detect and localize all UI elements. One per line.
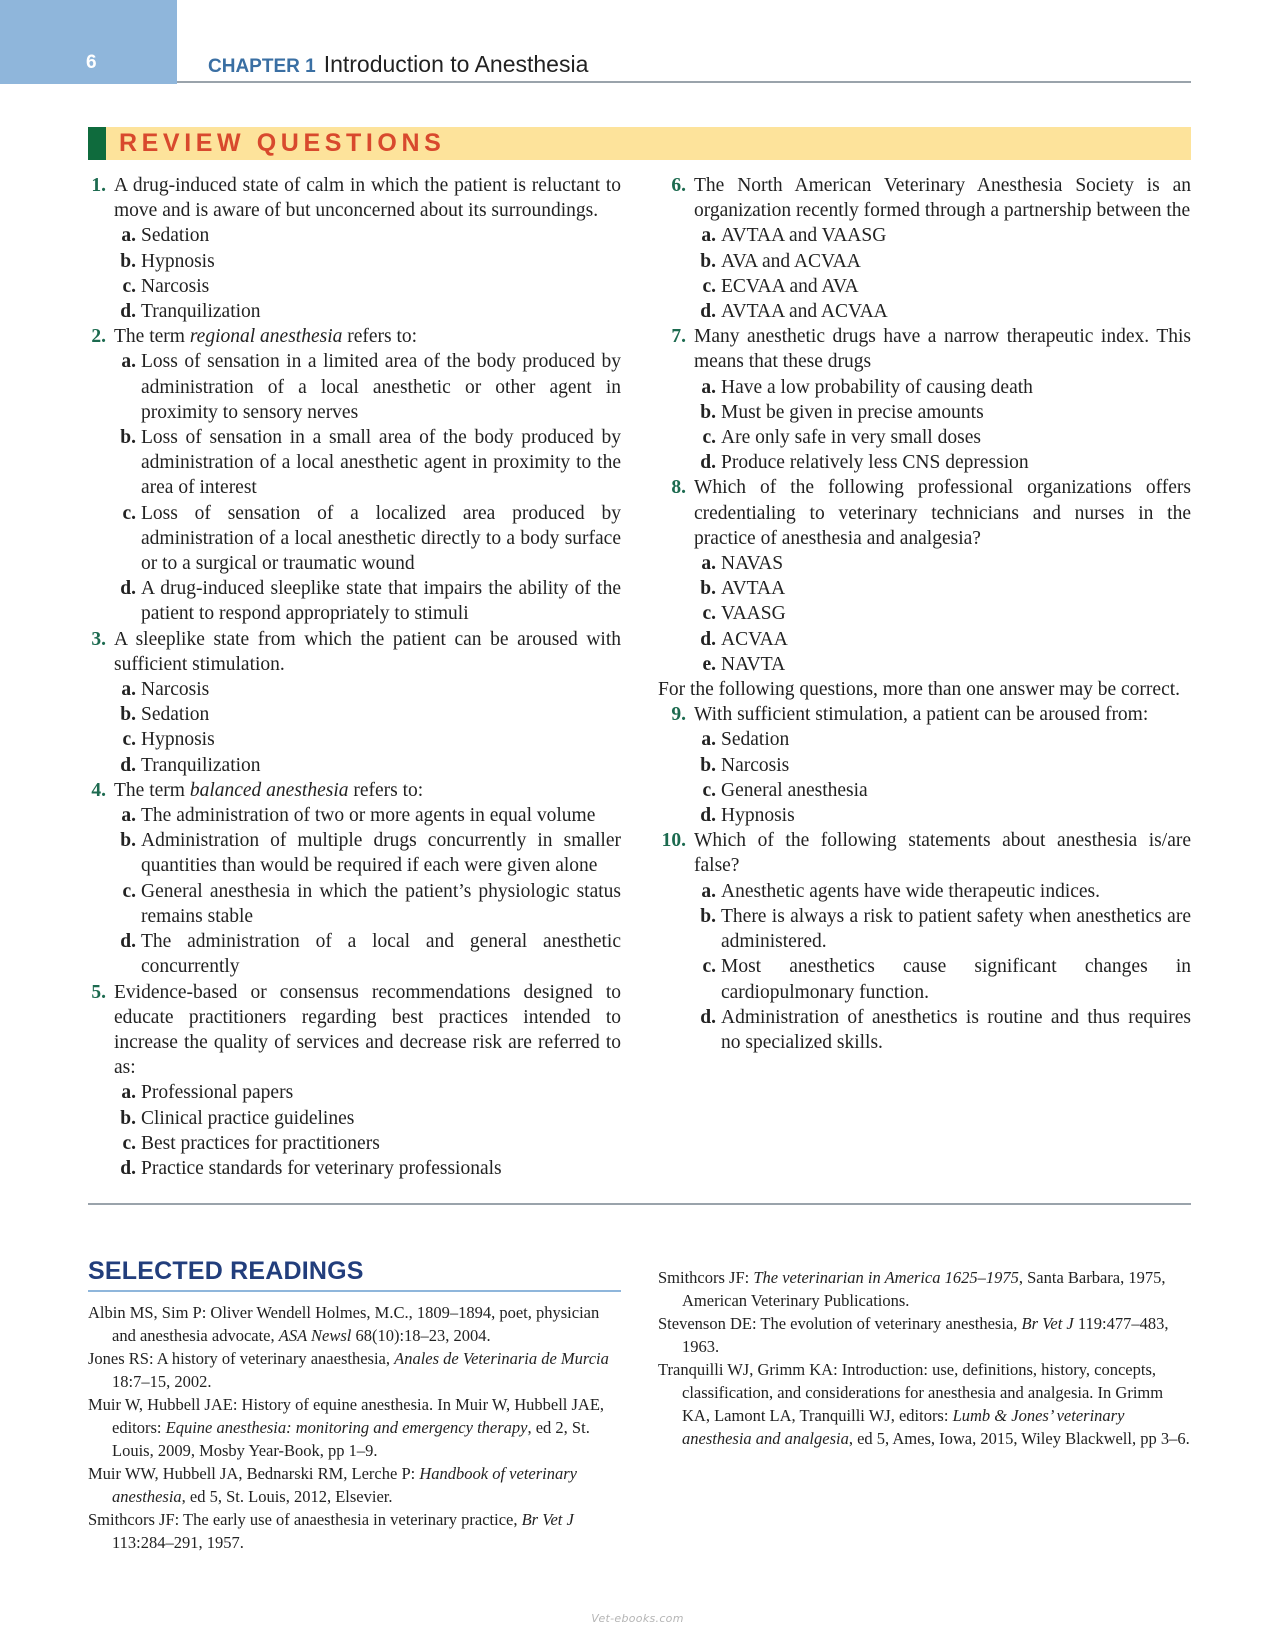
option-letter: c. — [702, 427, 716, 449]
answer-option — [88, 803, 621, 828]
option-text: AVA and ACVAA — [721, 250, 861, 272]
question — [658, 173, 1191, 223]
answer-option — [658, 803, 1191, 828]
option-letter: b. — [120, 704, 136, 726]
option-text: Narcosis — [141, 275, 210, 297]
answer-option — [658, 551, 1191, 576]
answer-option — [88, 425, 621, 501]
option-text: ACVAA — [721, 628, 788, 650]
question-text-pre: The term — [114, 326, 190, 348]
option-letter: b. — [120, 250, 136, 272]
banner-marker — [88, 127, 106, 160]
answer-option — [88, 1131, 621, 1156]
question-text-post: refers to: — [348, 779, 424, 801]
option-text: VAASG — [721, 603, 786, 625]
chapter-title: Introduction to Anesthesia — [323, 51, 589, 77]
option-letter: c. — [702, 956, 716, 978]
option-text: Hypnosis — [141, 250, 215, 272]
question — [88, 980, 621, 1081]
option-letter: d. — [120, 1157, 136, 1179]
answer-option — [88, 1080, 621, 1105]
reference-source: Br Vet J — [1021, 1314, 1074, 1333]
option-letter: c. — [702, 779, 716, 801]
question-number: 2. — [91, 326, 106, 348]
option-text: Best practices for practitioners — [141, 1132, 380, 1154]
option-text: General anesthesia in which the patient’s physiologic status remains stable — [141, 880, 621, 927]
answer-option — [88, 879, 621, 929]
answer-option — [88, 349, 621, 425]
question-text-pre: The term — [114, 779, 190, 801]
chapter-label: CHAPTER 1 — [208, 56, 316, 77]
reference-entry — [88, 1508, 621, 1554]
question-text: A sleeplike state from which the patient can be aroused with sufficient stimulation. — [114, 628, 621, 675]
answer-option — [658, 652, 1191, 677]
answer-option — [658, 274, 1191, 299]
option-letter: d. — [120, 754, 136, 776]
reference-source: The veterinarian in America 1625–1975 — [753, 1268, 1019, 1287]
reference-details: , ed 5, Ames, Iowa, 2015, Wiley Blackwell, pp 3–6. — [848, 1429, 1190, 1448]
answer-option — [658, 954, 1191, 1004]
option-letter: b. — [120, 1107, 136, 1129]
reference-entry — [658, 1358, 1191, 1450]
chapter-header — [208, 51, 588, 78]
question-text: Which of the following professional organizations offers credentialing to veterinary technicians and nurses in the practice of anesthesia and analgesia? — [694, 477, 1191, 549]
reference-details: , ed 2, St. Louis, 2009, Mosby Year-Book, pp 1–9. — [112, 1418, 590, 1460]
option-text: The administration of a local and general anesthetic concurrently — [141, 931, 621, 978]
reference-details: 119:477–483, 1963. — [682, 1314, 1169, 1356]
question — [88, 173, 621, 223]
answer-option — [658, 450, 1191, 475]
answer-option — [658, 627, 1191, 652]
option-text: Tranquilization — [141, 754, 261, 776]
answer-option — [658, 375, 1191, 400]
question-number: 5. — [91, 981, 106, 1003]
option-text: Administration of anesthetics is routine and thus requires no specialized skills. — [721, 1006, 1191, 1053]
option-text: Anesthetic agents have wide therapeutic indices. — [721, 880, 1101, 902]
option-text: Clinical practice guidelines — [141, 1107, 355, 1129]
option-text: General anesthesia — [721, 779, 868, 801]
option-text: AVTAA — [721, 578, 786, 600]
option-letter: a. — [121, 679, 136, 701]
option-letter: c. — [702, 275, 716, 297]
answer-option — [658, 601, 1191, 626]
option-letter: c. — [122, 275, 136, 297]
option-text: Hypnosis — [721, 805, 795, 827]
option-letter: b. — [700, 754, 716, 776]
option-letter: d. — [700, 301, 716, 323]
option-letter: d. — [700, 452, 716, 474]
question-text: The North American Veterinary Anesthesia Society is an organization recently formed through a partnership between the — [694, 175, 1191, 222]
reference-details: 18:7–15, 2002. — [112, 1372, 212, 1391]
option-text: Narcosis — [141, 679, 210, 701]
option-letter: c. — [122, 880, 136, 902]
option-text: The administration of two or more agents in equal volume — [141, 805, 596, 827]
option-text: ECVAA and AVA — [721, 275, 859, 297]
answer-option — [658, 879, 1191, 904]
reference-details: 68(10):18–23, 2004. — [351, 1326, 491, 1345]
option-text: Hypnosis — [141, 729, 215, 751]
readings-left-column — [88, 1301, 621, 1554]
answer-option — [88, 828, 621, 878]
option-text: Must be given in precise amounts — [721, 401, 984, 423]
reference-entry — [88, 1301, 621, 1347]
reference-text: Albin MS, Sim P: Oliver Wendell Holmes, M.C., 1809–1894, poet, physician and anesthesia advocate, — [88, 1303, 600, 1345]
option-letter: a. — [121, 351, 136, 373]
review-questions-title: REVIEW QUESTIONS — [119, 129, 446, 157]
review-questions-banner — [88, 127, 1191, 160]
option-letter: a. — [701, 376, 716, 398]
answer-option — [88, 1156, 621, 1181]
answer-option — [88, 753, 621, 778]
option-text: Sedation — [721, 729, 790, 751]
reference-source: Equine anesthesia: monitoring and emergency therapy — [165, 1418, 528, 1437]
question-number: 9. — [671, 704, 686, 726]
answer-option — [88, 249, 621, 274]
reference-text: Smithcors JF: — [658, 1268, 754, 1287]
answer-option — [88, 702, 621, 727]
reference-entry — [88, 1462, 621, 1508]
option-letter: b. — [700, 401, 716, 423]
option-text: A drug-induced sleeplike state that impairs the ability of the patient to respond appropriately to stimuli — [141, 578, 621, 625]
option-letter: a. — [701, 225, 716, 247]
option-letter: b. — [700, 578, 716, 600]
answer-option — [658, 299, 1191, 324]
answer-option — [658, 753, 1191, 778]
option-letter: a. — [701, 729, 716, 751]
reference-text: Stevenson DE: The evolution of veterinary anesthesia, — [658, 1314, 1022, 1333]
option-text: Most anesthetics cause significant changes in cardiopulmonary function. — [721, 956, 1191, 1003]
option-text: Loss of sensation in a limited area of the body produced by administration of a local anesthetic or other agent in proximity to sensory nerves — [141, 351, 621, 423]
question-text: Which of the following statements about anesthesia is/are false? — [694, 830, 1191, 877]
reference-text: Tranquilli WJ, Grimm KA: Introduction: use, definitions, history, concepts, classification, and considerations for anesthesia and analgesia. In Grimm KA, Lamont LA, Tranquilli WJ, editors: — [658, 1360, 1164, 1425]
reference-details: , ed 5, St. Louis, 2012, Elsevier. — [181, 1487, 393, 1506]
header-rule — [177, 81, 1191, 83]
option-text: NAVTA — [721, 653, 786, 675]
option-text: Professional papers — [141, 1082, 294, 1104]
option-text: Administration of multiple drugs concurrently in smaller quantities than would be required if each were given alone — [141, 830, 621, 877]
option-text: Narcosis — [721, 754, 790, 776]
answer-option — [88, 929, 621, 979]
option-text: NAVAS — [721, 553, 784, 575]
option-letter: d. — [700, 1006, 716, 1028]
option-text: Are only safe in very small doses — [721, 427, 981, 449]
answer-option — [658, 400, 1191, 425]
question-text: With sufficient stimulation, a patient can be aroused from: — [694, 704, 1149, 726]
option-letter: d. — [120, 301, 136, 323]
option-letter: c. — [702, 603, 716, 625]
question-number: 1. — [91, 175, 106, 196]
option-letter: d. — [700, 628, 716, 650]
answer-option — [658, 1005, 1191, 1055]
question-text: A drug-induced state of calm in which the patient is reluctant to move and is aware of but unconcerned about its surroundings. — [114, 175, 621, 222]
option-text: There is always a risk to patient safety when anesthetics are administered. — [721, 905, 1191, 953]
reference-source: Br Vet J — [521, 1510, 574, 1529]
question — [658, 828, 1191, 878]
answer-option — [88, 677, 621, 702]
option-letter: c. — [122, 502, 136, 524]
reference-entry — [88, 1393, 621, 1462]
question-term: balanced anesthesia — [189, 779, 349, 801]
question-number: 3. — [91, 628, 106, 650]
question-number: 10. — [661, 830, 686, 852]
option-letter: a. — [121, 805, 136, 827]
page-number: 6 — [86, 52, 97, 73]
answer-option — [88, 1106, 621, 1131]
question — [88, 778, 621, 803]
option-letter: a. — [121, 1082, 136, 1104]
option-letter: c. — [122, 1132, 136, 1154]
reference-source: Lumb & Jones’ veterinary anesthesia and analgesia — [682, 1406, 1125, 1448]
question-text: Many anesthetic drugs have a narrow therapeutic index. This means that these drugs — [694, 326, 1191, 373]
option-text: Sedation — [141, 225, 210, 247]
option-text: AVTAA and VAASG — [721, 225, 887, 247]
question-number: 4. — [91, 779, 106, 801]
option-text: Sedation — [141, 704, 210, 726]
answer-option — [658, 778, 1191, 803]
option-text: Produce relatively less CNS depression — [721, 452, 1029, 474]
answer-option — [88, 274, 621, 299]
multiple-answer-note: For the following questions, more than one answer may be correct. — [658, 679, 1181, 701]
answer-option — [658, 576, 1191, 601]
reference-source: Handbook of veterinary anesthesia — [112, 1464, 577, 1506]
reference-details: , Santa Barbara, 1975, American Veterinary Publications. — [682, 1268, 1166, 1310]
option-text: Tranquilization — [141, 301, 261, 323]
reference-entry — [88, 1347, 621, 1393]
question-number: 8. — [671, 477, 686, 499]
option-letter: b. — [120, 427, 136, 449]
question-number: 7. — [671, 326, 686, 348]
option-letter: d. — [700, 805, 716, 827]
question — [88, 627, 621, 677]
reference-source: Anales de Veterinaria de Murcia — [394, 1349, 609, 1368]
question-text: Evidence-based or consensus recommendations designed to educate practitioners regarding best practices intended to increase the quality of services and decrease risk are referred to as: — [114, 981, 621, 1079]
question-number: 6. — [671, 175, 686, 196]
answer-option — [658, 727, 1191, 752]
selected-readings-title: SELECTED READINGS — [88, 1257, 364, 1285]
question — [658, 475, 1191, 551]
reference-source: ASA Newsl — [278, 1326, 352, 1345]
option-letter: c. — [122, 729, 136, 751]
reference-entry — [658, 1266, 1191, 1312]
reference-text: Muir W, Hubbell JAE: History of equine anesthesia. In Muir W, Hubbell JAE, editors: — [88, 1395, 605, 1437]
answer-option — [658, 904, 1191, 954]
answer-option — [88, 299, 621, 324]
option-letter: b. — [700, 905, 716, 927]
watermark: Vet-ebooks.com — [591, 1612, 684, 1625]
reference-details: 113:284–291, 1957. — [112, 1533, 244, 1552]
questions-right-column — [658, 173, 1191, 1055]
option-text: Have a low probability of causing death — [721, 376, 1033, 398]
answer-option — [658, 249, 1191, 274]
option-letter: b. — [700, 250, 716, 272]
option-letter: a. — [701, 553, 716, 575]
question-term: regional anesthesia — [189, 326, 343, 348]
option-text: Loss of sensation in a small area of the body produced by administration of a local anesthetic agent in proximity to the area of interest — [141, 427, 621, 499]
option-letter: d. — [120, 578, 136, 600]
question — [658, 324, 1191, 374]
option-letter: a. — [701, 880, 716, 902]
answer-option — [88, 576, 621, 626]
answer-option — [88, 223, 621, 248]
questions-left-column — [88, 173, 621, 1181]
option-text: AVTAA and ACVAA — [721, 301, 888, 323]
section-divider — [88, 1203, 1191, 1205]
question-text-post: refers to: — [342, 326, 418, 348]
reference-entry — [658, 1312, 1191, 1358]
readings-right-column — [658, 1266, 1191, 1450]
option-letter: e. — [702, 653, 716, 675]
question — [658, 702, 1191, 727]
reference-text: Jones RS: A history of veterinary anaesthesia, — [88, 1349, 395, 1368]
option-text: Practice standards for veterinary professionals — [141, 1157, 502, 1179]
option-letter: d. — [120, 931, 136, 953]
reference-text: Smithcors JF: The early use of anaesthesia in veterinary practice, — [88, 1510, 522, 1529]
answer-option — [88, 727, 621, 752]
reference-text: Muir WW, Hubbell JA, Bednarski RM, Lerche P: — [88, 1464, 420, 1483]
answer-option — [658, 223, 1191, 248]
option-letter: a. — [121, 225, 136, 247]
option-text: Loss of sensation of a localized area produced by administration of a local anesthetic directly to a body surface or to a surgical or traumatic wound — [141, 502, 621, 575]
answer-option — [88, 501, 621, 577]
selected-readings-underline — [88, 1290, 621, 1292]
option-letter: b. — [120, 830, 136, 852]
question — [88, 324, 621, 349]
answer-option — [658, 425, 1191, 450]
